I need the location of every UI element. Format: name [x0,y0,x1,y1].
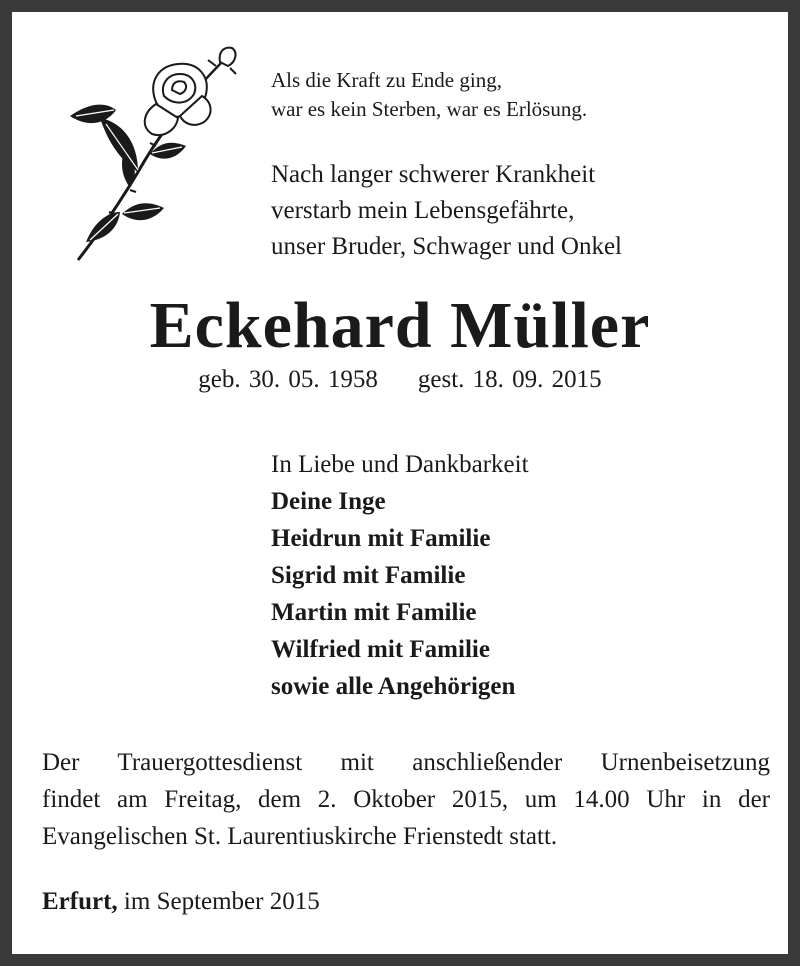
mourner-name: Deine Inge [271,488,386,515]
service-info [42,744,770,855]
intro-text [271,157,622,265]
mourner-name: Heidrun mit Familie [271,525,491,552]
mourner-name: Wilfried mit Familie [271,636,490,663]
service-line: Evangelischen St. Laurentiuskirche Frienstedt statt. [42,823,558,850]
service-line: Der Trauergottesdienst mit anschließender Urnenbeisetzung [42,749,770,776]
place-city: Erfurt, [42,888,118,915]
mourner-name: sowie alle Angehörigen [271,673,516,700]
quote-line: Als die Kraft zu Ende ging, [271,68,502,92]
intro-line: unser Bruder, Schwager und Onkel [271,233,622,260]
life-dates [12,366,788,394]
signoff-opening: In Liebe und Dankbarkeit [271,451,529,478]
intro-line: verstarb mein Lebensgefährte, [271,197,575,224]
service-line: findet am Freitag, dem 2. Oktober 2015, um 14.00 Uhr in der [42,786,770,813]
quote [271,66,587,124]
quote-line: war es kein Sterben, war es Erlösung. [271,97,588,121]
death-date: gest. 18. 09. 2015 [417,366,602,393]
mourner-name: Martin mit Familie [271,599,477,626]
place-date: im September 2015 [117,888,320,915]
rose-icon [60,42,250,264]
mourner-name: Sigrid mit Familie [271,562,466,589]
birth-date: geb. 30. 05. 1958 [198,366,378,393]
intro-line: Nach langer schwerer Krankheit [271,161,596,188]
signoff [271,446,529,705]
deceased-name: Eckehard Müller [149,289,651,362]
mourner-list [271,483,529,705]
place-and-date [42,888,320,916]
